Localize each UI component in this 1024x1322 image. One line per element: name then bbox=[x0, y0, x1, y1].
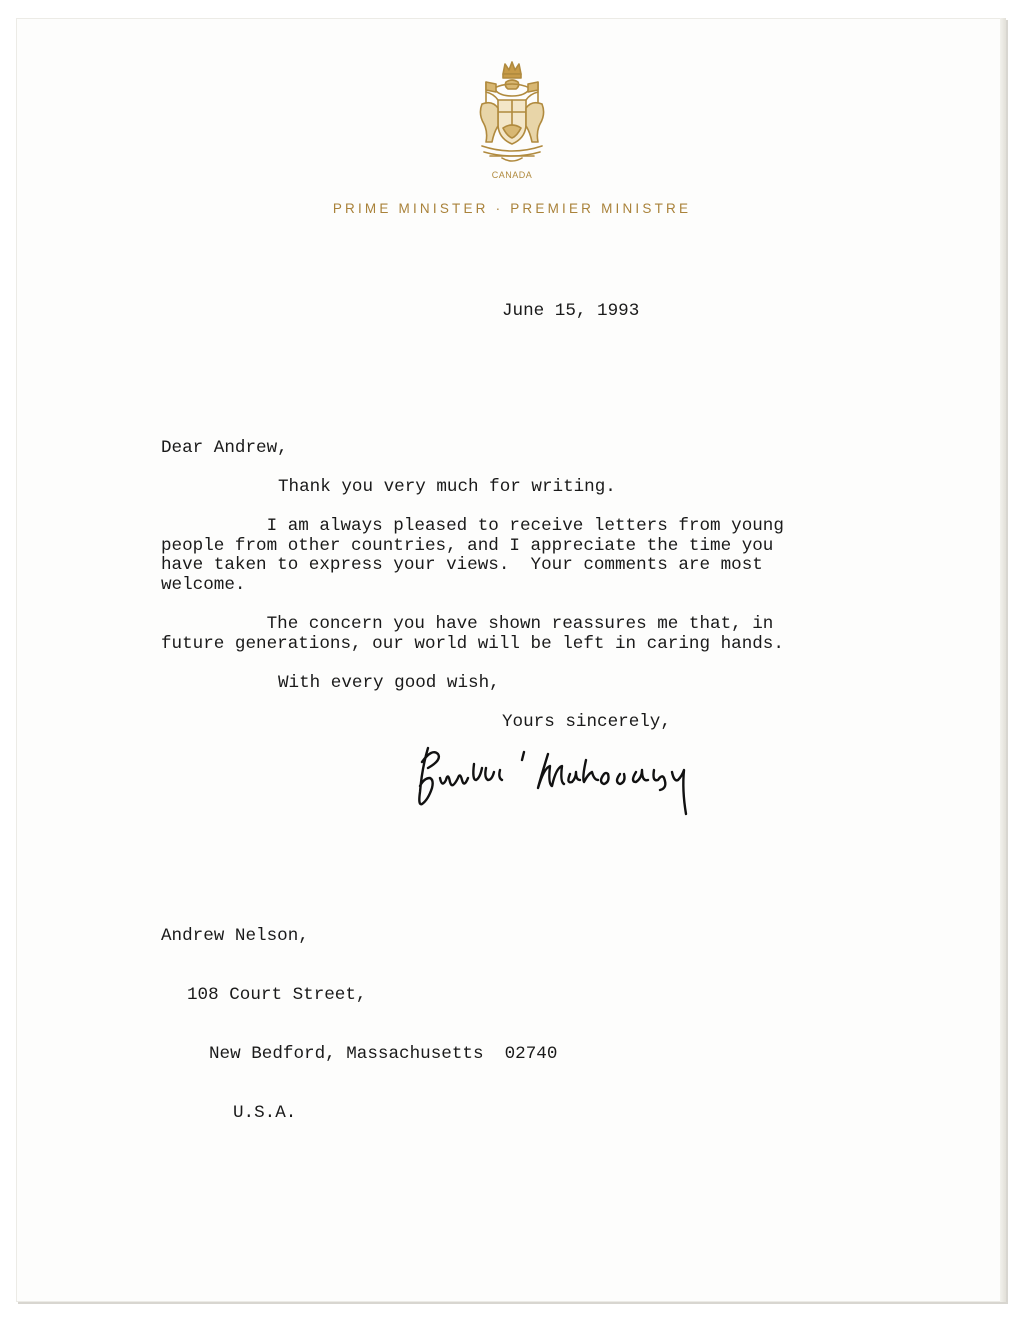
paragraph-1: Thank you very much for writing. bbox=[278, 477, 616, 497]
letter-date: June 15, 1993 bbox=[502, 301, 640, 321]
address-line: U.S.A. bbox=[233, 1102, 297, 1123]
closing: With every good wish, bbox=[278, 673, 500, 693]
address-line: 108 Court Street, bbox=[187, 984, 367, 1005]
crest-caption: CANADA bbox=[491, 170, 533, 180]
paragraph-2: I am always pleased to receive letters from young people from other countries, and I appreciate the time you have taken to express your views. Your comments are most welcome. bbox=[161, 516, 784, 595]
salutation: Dear Andrew, bbox=[161, 438, 288, 458]
office-title: PRIME MINISTER · PREMIER MINISTRE bbox=[332, 201, 692, 216]
sheet-edge bbox=[1000, 18, 1006, 1302]
signoff: Yours sincerely, bbox=[502, 712, 671, 732]
recipient-address bbox=[161, 888, 557, 1143]
address-line: Andrew Nelson, bbox=[161, 926, 309, 947]
coat-of-arms-icon bbox=[472, 58, 552, 170]
handwritten-signature bbox=[414, 738, 760, 828]
address-line: New Bedford, Massachusetts 02740 bbox=[209, 1043, 558, 1064]
paragraph-3: The concern you have shown reassures me that, in future generations, our world will be left in caring hands. bbox=[161, 614, 784, 654]
